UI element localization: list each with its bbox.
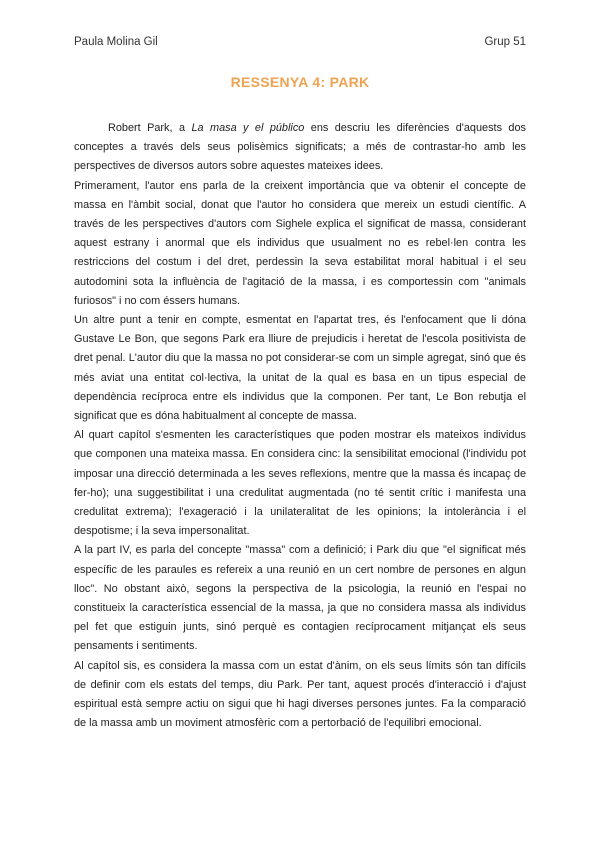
paragraph-2: Primerament, l'autor ens parla de la creixent importància que va obtenir el concepte de massa en l'àmbit social, donat que l'autor ho considera que mereix un estudi científic. A través de les perspectives d'autors com Sighele explica el significat de massa, considerant aquest estrany i anormal que els individus que usualment no es rebel·len contra les restriccions del costum i del dret, perdessin la seva estabilitat moral habitual i el seu autodomini sota la influència de l'agitació de la massa, i es comportessin com "animals furiosos" i no com éssers humans. (74, 179, 526, 307)
group-label: Grup 51 (484, 36, 526, 48)
document-body (74, 119, 526, 734)
paragraph-4: Al quart capítol s'esmenten les característiques que poden mostrar els mateixos individus que componen una mateixa massa. En considera cinc: la sensibilitat emocional (l'individu pot imposar una direcció determinada a les seves reflexions, mentre que la massa és incapaç de fer-ho); una suggestibilitat i una credulitat augmentada (no té sentit crític i manifesta una credulitat extrema); l'exageració i la unilateralitat de les opinions; la intolerància i el despotisme; i la seva impersonalitat. (74, 429, 526, 538)
book-title: La masa y el público (191, 122, 305, 134)
paragraph-5: A la part IV, es parla del concepte "massa" com a definició; i Park diu que "el significat més específic de les paraules es refereix a una reunió en un cert nombre de persones en algun lloc". No obstant això, segons la perspectiva de la psicologia, la reunió en l'espai no constitueix la característica essencial de la massa, ja que no considera massa als individus pel fet que estiguin junts, sinó perquè es contagien recíprocament mitjançat els seus pensaments i sentiments. (74, 544, 526, 653)
intro-text-end: ens descriu les diferències d'aquests dos conceptes a través dels seus polisèmics significats; a més de contrastar-ho amb les perspectives de diversos autors sobre aquestes mateixes idees. (74, 122, 526, 173)
paragraph-3: Un altre punt a tenir en compte, esmentat en l'apartat tres, és l'enfocament que li dóna Gustave Le Bon, que segons Park era lliure de prejudicis i heretat de l'escola positivista de dret penal. L'autor diu que la massa no pot considerar-se com un simple agregat, sinó que és més aviat una entitat col·lectiva, la unitat de la qual es basa en un tipus especial de dependència recíproca entre els individus que la componen. Per tant, Le Bon rebutja el significat que es dóna habitualment al concepte de massa. (74, 314, 526, 423)
page-header (74, 36, 526, 48)
author-name: Paula Molina Gil (74, 36, 158, 48)
intro-text-start: Robert Park, a (108, 122, 192, 134)
paragraph-intro (74, 119, 526, 177)
document-title: RESSENYA 4: PARK (230, 74, 370, 90)
paragraph-6: Al capítol sis, es considera la massa com un estat d'ànim, on els seus límits són tan difícils de definir com els estats del temps, diu Park. Per tant, aquest procés d'interacció i d'ajust espiritual està sempre actiu on sigui que hi hagi diverses persones juntes. Fa la comparació de la massa amb un moviment atmosfèric com a pertorbació de l'equilibri emocional. (74, 659, 526, 730)
